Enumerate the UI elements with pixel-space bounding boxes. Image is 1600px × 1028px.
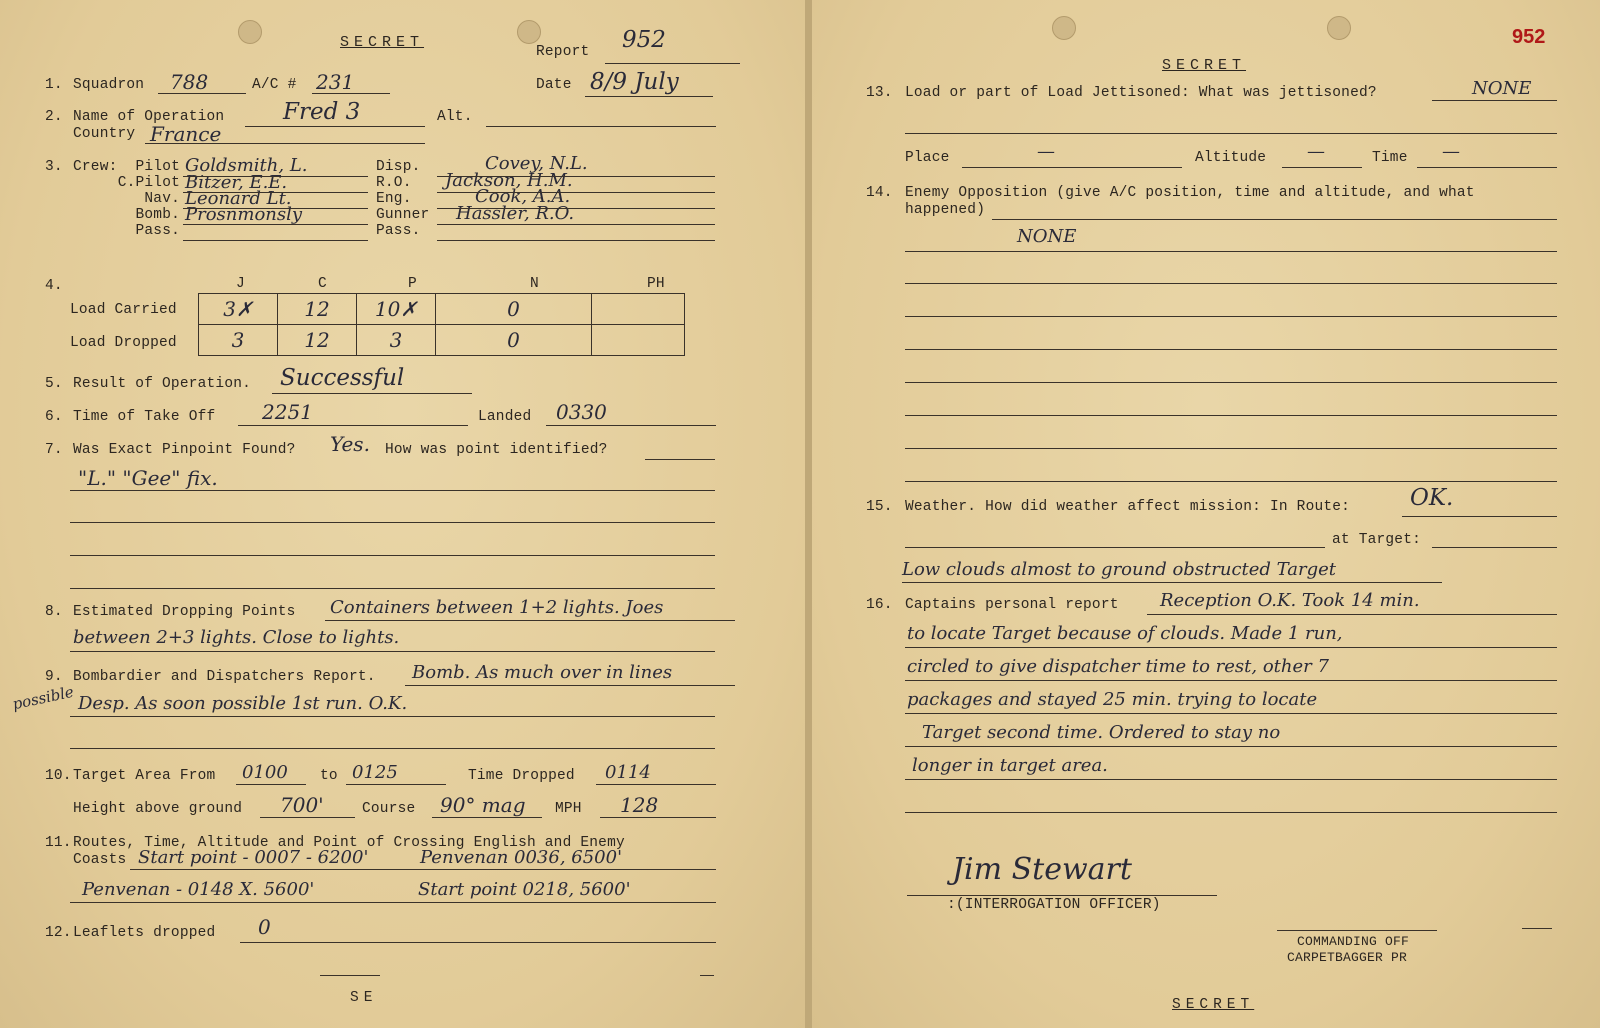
crew-role-ro: R.O. <box>376 175 412 191</box>
crew-line <box>183 176 368 177</box>
target-to: 0125 <box>352 762 398 783</box>
crew-role-pilot: Pilot <box>135 159 180 175</box>
landed-line <box>546 425 716 426</box>
q2-number: 2. <box>45 109 63 125</box>
squadron-value: 788 <box>170 70 209 94</box>
place-value: — <box>1037 141 1055 162</box>
squadron-line <box>158 93 246 94</box>
captains-report-label: Captains personal report <box>905 597 1119 613</box>
target-from: 0100 <box>242 762 288 783</box>
load-carried-j: 3✗ <box>199 294 278 325</box>
crew-line <box>183 192 368 193</box>
result-value: Successful <box>280 365 405 391</box>
load-dropped-label: Load Dropped <box>70 335 177 351</box>
answer-line <box>905 316 1557 317</box>
q4-number: 4. <box>45 278 63 294</box>
coasts-label: Coasts <box>73 852 127 868</box>
weather-target-value: Low clouds almost to ground obstructed Target <box>902 559 1337 580</box>
answer-line <box>905 812 1557 813</box>
load-carried-c: 12 <box>278 294 357 325</box>
load-header-n: N <box>530 276 539 292</box>
answer-line <box>70 902 716 903</box>
answer-line <box>962 167 1182 168</box>
pinpoint-found: Yes. <box>330 432 370 456</box>
secret-header: SECRET <box>340 34 425 51</box>
right-page <box>812 0 1600 1028</box>
punch-hole <box>517 20 541 44</box>
crew-name-copilot: Bitzer, E.E. <box>185 172 288 193</box>
answer-line <box>130 869 716 870</box>
crew-name-bomb: Prosnmonsly <box>185 204 303 225</box>
mph-value: 128 <box>620 793 659 817</box>
country-label: Country <box>73 126 136 142</box>
q16-number: 16. <box>866 597 893 613</box>
bombardier-label: Bombardier and Dispatchers Report. <box>73 669 376 685</box>
height-value: 700' <box>280 793 324 817</box>
crew-role-nav: Nav. <box>144 191 180 207</box>
ac-label: A/C # <box>252 77 297 93</box>
load-header-j: J <box>236 276 245 292</box>
crew-name-eng: Cook, A.A. <box>475 186 571 207</box>
dropping-points-label: Estimated Dropping Points <box>73 604 296 620</box>
routes-line2b: Start point 0218, 5600' <box>418 879 631 900</box>
q3-number: 3. <box>45 159 63 175</box>
weather-en-route: OK. <box>1410 485 1454 511</box>
answer-line <box>405 685 735 686</box>
result-label: Result of Operation. <box>73 376 252 392</box>
course-value: 90° mag <box>440 793 526 817</box>
q6-number: 6. <box>45 409 63 425</box>
alt-label: Alt. <box>437 109 473 125</box>
answer-line <box>905 382 1557 383</box>
signature-line <box>1277 930 1437 931</box>
dropping-points-line1: Containers between 1+2 lights. Joes <box>330 597 664 618</box>
alt-line <box>486 126 716 127</box>
answer-line <box>240 942 716 943</box>
answer-line <box>905 547 1325 548</box>
answer-line <box>905 415 1557 416</box>
answer-line <box>70 490 715 491</box>
answer-line <box>905 647 1557 648</box>
time-dropped-label: Time Dropped <box>468 768 575 784</box>
crew-role-disp: Disp. <box>376 159 421 175</box>
takeoff-label: Time of Take Off <box>73 409 216 425</box>
dropping-points-line2: between 2+3 lights. Close to lights. <box>73 627 400 648</box>
q14-number: 14. <box>866 185 893 201</box>
crew-line <box>437 176 715 177</box>
answer-line <box>905 481 1557 482</box>
q13-number: 13. <box>866 85 893 101</box>
q5-number: 5. <box>45 376 63 392</box>
weather-target-label: at Target: <box>1332 532 1422 548</box>
mph-label: MPH <box>555 801 582 817</box>
crew-line <box>437 208 715 209</box>
report-label: Report <box>536 44 590 60</box>
load-dropped-p: 3 <box>357 325 436 356</box>
answer-line <box>1282 167 1362 168</box>
q10-number: 10. <box>45 768 72 784</box>
load-carried-label: Load Carried <box>70 302 177 318</box>
captains-report-line: Target second time. Ordered to stay no <box>922 722 1281 743</box>
answer-line <box>70 651 715 652</box>
answer-line <box>346 784 446 785</box>
answer-line <box>905 448 1557 449</box>
time-dropped-value: 0114 <box>605 762 651 783</box>
q12-number: 12. <box>45 925 72 941</box>
answer-line <box>1402 516 1557 517</box>
carpetbagger-label: CARPETBAGGER PR <box>1287 950 1408 965</box>
target-to-label: to <box>320 768 338 784</box>
date-value: 8/9 July <box>590 69 679 95</box>
load-carried-n: 0 <box>436 294 592 325</box>
enemy-opposition-value: NONE <box>1017 226 1077 247</box>
q11-number: 11. <box>45 835 72 851</box>
weather-label: Weather. How did weather affect mission: In Route: <box>905 499 1351 515</box>
identified-label: How was point identified? <box>385 442 608 458</box>
load-header-ph: PH <box>647 276 665 292</box>
altitude-label: Altitude <box>1195 150 1267 166</box>
identified-line <box>645 459 715 460</box>
answer-line <box>905 680 1557 681</box>
answer-line <box>596 784 716 785</box>
report-number: 952 <box>622 27 666 53</box>
answer-line <box>1432 100 1557 101</box>
answer-line <box>70 716 715 717</box>
answer-line <box>70 748 715 749</box>
answer-line <box>905 251 1557 252</box>
answer-line <box>1417 167 1557 168</box>
country-line <box>145 143 425 144</box>
identified-value: "L." "Gee" fix. <box>78 466 218 490</box>
load-header-c: C <box>318 276 327 292</box>
crew-name-disp: Covey, N.L. <box>485 153 588 174</box>
time-label: Time <box>1372 150 1408 166</box>
crew-role-bomb: Bomb. <box>135 207 180 223</box>
answer-line <box>905 283 1557 284</box>
answer-line <box>600 817 716 818</box>
q8-number: 8. <box>45 604 63 620</box>
page-gutter <box>805 0 812 1028</box>
crew-role-eng: Eng. <box>376 191 412 207</box>
enemy-opposition-label: Enemy Opposition (give A/C position, time and altitude, and what <box>905 185 1475 201</box>
answer-line <box>320 975 380 976</box>
squadron-label: Squadron <box>73 77 145 93</box>
landed-value: 0330 <box>556 400 607 424</box>
load-dropped-c: 12 <box>278 325 357 356</box>
answer-line <box>70 555 715 556</box>
answer-line <box>905 133 1557 134</box>
bombardier-line1: Bomb. As much over in lines <box>412 662 673 683</box>
answer-line <box>260 817 355 818</box>
crew-role-pass2: Pass. <box>376 223 421 239</box>
captains-report-line: longer in target area. <box>912 755 1108 776</box>
operation-value: Fred 3 <box>283 99 361 125</box>
enemy-opposition-label2: happened) <box>905 202 986 218</box>
captains-report-line: to locate Target because of clouds. Made 1 run, <box>907 623 1343 644</box>
crew-line <box>437 240 715 241</box>
answer-line <box>432 817 542 818</box>
routes-label: Routes, Time, Altitude and Point of Crossing English and Enemy <box>73 835 625 851</box>
load-dropped-n: 0 <box>436 325 592 356</box>
jettisoned-value: NONE <box>1472 78 1532 99</box>
ac-line <box>312 93 390 94</box>
load-header-p: P <box>408 276 417 292</box>
footer-secret: SE <box>350 990 378 1006</box>
answer-line <box>325 620 735 621</box>
table-row <box>199 294 685 325</box>
captains-report-line: Reception O.K. Took 14 min. <box>1160 590 1420 611</box>
captains-report-line: packages and stayed 25 min. trying to locate <box>907 689 1318 710</box>
answer-line <box>700 975 714 976</box>
report-stamp: 952 <box>1512 26 1546 48</box>
leaflets-value: 0 <box>258 915 271 939</box>
operation-line <box>245 126 425 127</box>
crew-role-gunner: Gunner <box>376 207 430 223</box>
answer-line <box>905 713 1557 714</box>
routes-line1a: Start point - 0007 - 6200' <box>138 847 369 868</box>
crew-role-pass: Pass. <box>135 223 180 239</box>
punch-hole <box>1327 16 1351 40</box>
q7-number: 7. <box>45 442 63 458</box>
takeoff-line <box>238 425 468 426</box>
signature-line <box>1522 928 1552 929</box>
footer-secret: SECRET <box>1172 997 1255 1013</box>
load-dropped-j: 3 <box>199 325 278 356</box>
answer-line <box>70 522 715 523</box>
ac-value: 231 <box>316 70 355 94</box>
bombardier-margin-note: possible <box>10 682 76 714</box>
height-label: Height above ground <box>73 801 243 817</box>
place-label: Place <box>905 150 950 166</box>
crew-label: Crew: <box>73 159 118 175</box>
landed-label: Landed <box>478 409 532 425</box>
officer-signature: Jim Stewart <box>952 852 1132 887</box>
crew-line <box>437 192 715 193</box>
date-label: Date <box>536 77 572 93</box>
answer-line <box>236 784 306 785</box>
answer-line <box>905 779 1557 780</box>
leaflets-label: Leaflets dropped <box>73 925 216 941</box>
time-value: — <box>1442 141 1460 162</box>
load-carried-ph <box>592 294 685 325</box>
answer-line <box>70 588 715 589</box>
load-dropped-ph <box>592 325 685 356</box>
answer-line <box>1432 547 1557 548</box>
jettisoned-label: Load or part of Load Jettisoned: What was jettisoned? <box>905 85 1377 101</box>
signature-line <box>907 895 1217 896</box>
commanding-officer-label: COMMANDING OFF <box>1297 934 1410 949</box>
punch-hole <box>238 20 262 44</box>
crew-line <box>183 240 368 241</box>
captains-report-line: circled to give dispatcher time to rest, other 7 <box>907 656 1329 677</box>
date-line <box>585 96 713 97</box>
punch-hole <box>1052 16 1076 40</box>
answer-line <box>1147 614 1557 615</box>
country-value: France <box>150 122 222 146</box>
answer-line <box>905 349 1557 350</box>
q1-number: 1. <box>45 77 63 93</box>
q15-number: 15. <box>866 499 893 515</box>
crew-name-nav: Leonard Lt. <box>185 188 292 209</box>
secret-header: SECRET <box>1162 57 1247 74</box>
crew-line <box>183 224 368 225</box>
pinpoint-label: Was Exact Pinpoint Found? <box>73 442 296 458</box>
operation-label: Name of Operation <box>73 109 225 125</box>
crew-line <box>183 208 368 209</box>
crew-name-pilot: Goldsmith, L. <box>185 155 308 176</box>
answer-line <box>992 219 1557 220</box>
target-area-label: Target Area From <box>73 768 216 784</box>
bombardier-line2: Desp. As soon possible 1st run. O.K. <box>78 693 408 714</box>
load-table <box>198 293 685 356</box>
result-line <box>272 393 472 394</box>
report-line <box>605 63 740 64</box>
q9-number: 9. <box>45 669 63 685</box>
answer-line <box>902 582 1442 583</box>
answer-line <box>905 746 1557 747</box>
routes-line1b: Penvenan 0036, 6500' <box>420 847 623 868</box>
interrogation-officer-label: :(INTERROGATION OFFICER) <box>947 897 1161 913</box>
altitude-value: — <box>1307 141 1325 162</box>
course-label: Course <box>362 801 416 817</box>
crew-name-ro: Jackson, H.M. <box>445 170 573 191</box>
load-carried-p: 10✗ <box>357 294 436 325</box>
crew-role-copilot: C.Pilot <box>117 175 180 191</box>
takeoff-value: 2251 <box>262 400 313 424</box>
table-row <box>199 325 685 356</box>
crew-name-gunner: Hassler, R.O. <box>456 203 575 224</box>
crew-line <box>437 224 715 225</box>
routes-line2a: Penvenan - 0148 X. 5600' <box>82 879 315 900</box>
